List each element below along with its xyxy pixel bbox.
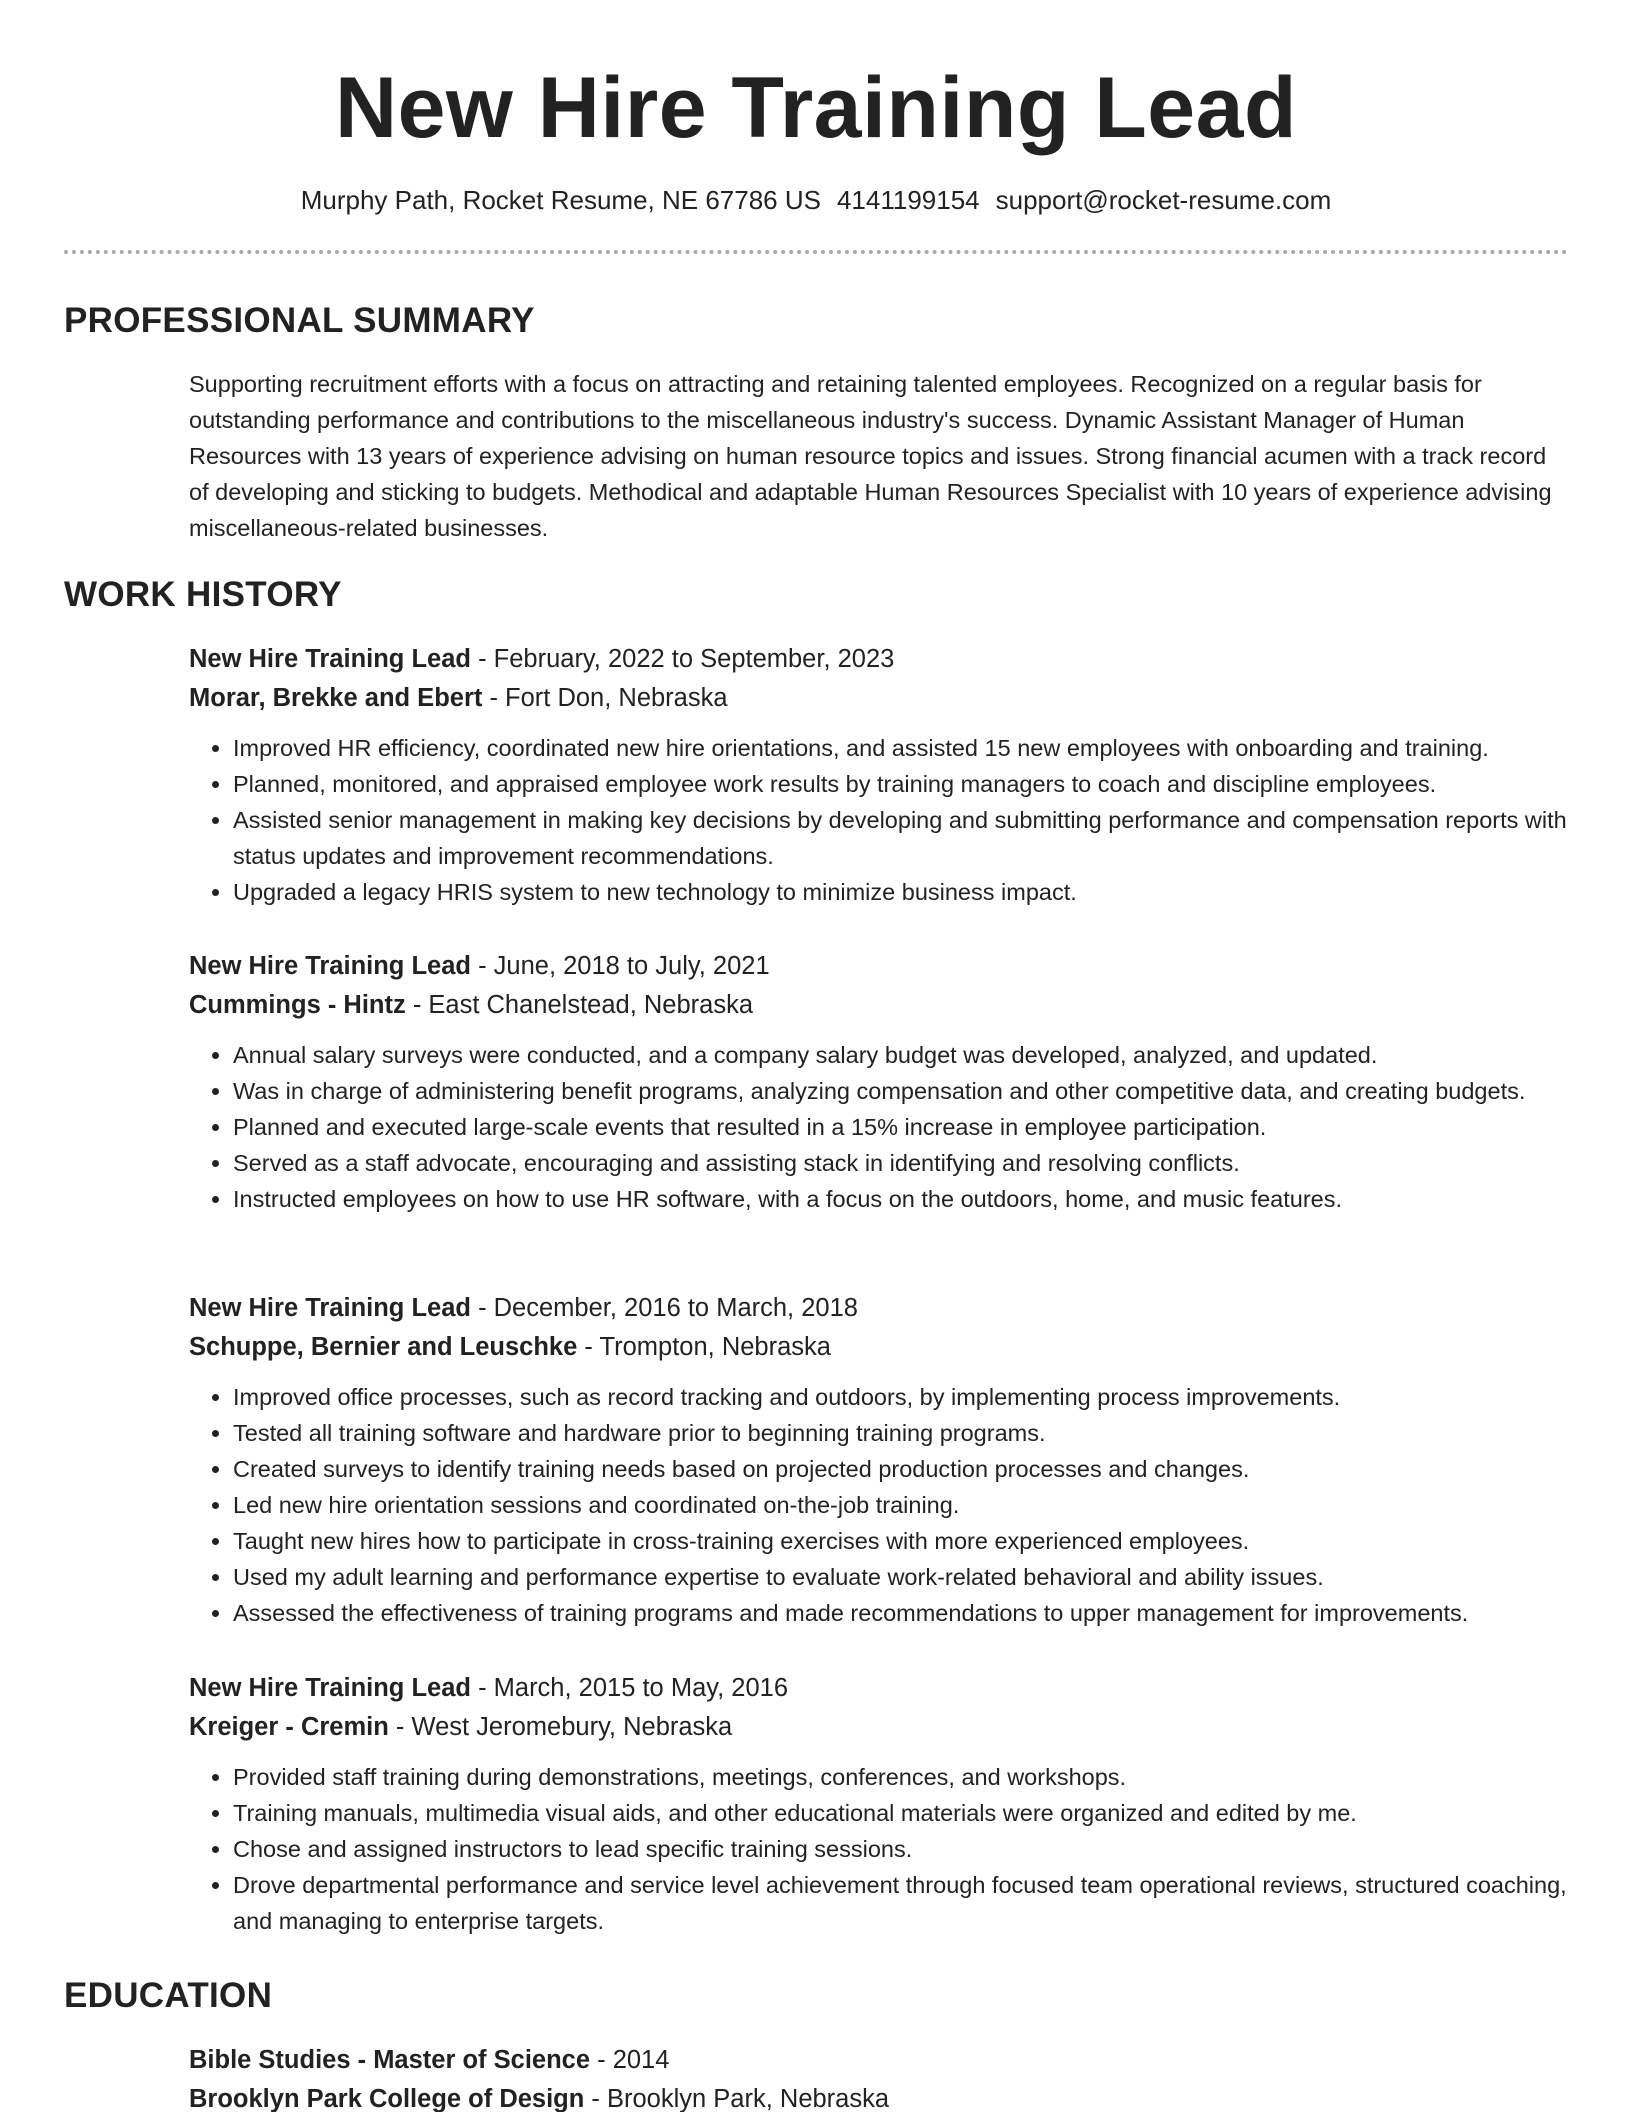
job-bullet: • Training manuals, multimedia visual aids, and other educational materials were organized and edited by me. [233,1795,1569,1831]
degree: Bible Studies - Master of Science [189,2046,591,2074]
job-entry [189,1289,1569,1631]
job-title: New Hire Training Lead [189,952,471,980]
job-bullet: • Planned, monitored, and appraised employee work results by training managers to coach and discipline employees. [233,766,1569,802]
job-bullet: • Created surveys to identify training needs based on projected production processes and changes. [233,1451,1569,1487]
job-bullet: • Chose and assigned instructors to lead specific training sessions. [233,1831,1569,1867]
contact-email: support@rocket-resume.com [995,185,1332,215]
job-dates: - February, 2022 to September, 2023 [470,645,895,673]
job-dates: - June, 2018 to July, 2021 [470,952,770,980]
job-title: New Hire Training Lead [189,1674,471,1702]
job-company-line [189,679,1569,718]
school-line [189,2080,1569,2112]
job-company: Schuppe, Bernier and Leuschke [189,1333,578,1361]
job-bullet: • Led new hire orientation sessions and coordinated on-the-job training. [233,1487,1569,1523]
job-location: - Trompton, Nebraska [577,1333,831,1361]
job-dates: - December, 2016 to March, 2018 [470,1294,858,1322]
summary-heading: PROFESSIONAL SUMMARY [64,301,535,340]
job-title: New Hire Training Lead [189,645,471,673]
job-company-line [189,986,1569,1025]
work-history-heading: WORK HISTORY [64,575,342,614]
job-location: - East Chanelstead, Nebraska [405,991,754,1019]
job-company: Cummings - Hintz [189,991,406,1019]
job-bullet: • Drove departmental performance and service level achievement through focused team operational reviews, structured coaching, and managing to enterprise targets. [233,1867,1569,1939]
job-bullet: • Assisted senior management in making key decisions by developing and submitting performance and compensation reports with status updates and improvement recommendations. [233,802,1569,874]
contact-phone: 4141199154 [836,185,980,215]
job-entry [189,947,1569,1217]
degree-year: - 2014 [590,2046,670,2074]
job-bullet: • Upgraded a legacy HRIS system to new technology to minimize business impact. [233,874,1569,910]
job-bullet: • Improved office processes, such as record tracking and outdoors, by implementing process improvements. [233,1379,1569,1415]
school: Brooklyn Park College of Design [189,2085,585,2112]
job-location: - Fort Don, Nebraska [482,684,728,712]
job-bullet: • Improved HR efficiency, coordinated new hire orientations, and assisted 15 new employees with onboarding and training. [233,730,1569,766]
job-bullet: • Taught new hires how to participate in cross-training exercises with more experienced employees. [233,1523,1569,1559]
job-bullet: • Annual salary surveys were conducted, and a company salary budget was developed, analyzed, and updated. [233,1037,1569,1073]
job-bullet: • Assessed the effectiveness of training programs and made recommendations to upper management for improvements. [233,1595,1569,1631]
job-bullet: • Instructed employees on how to use HR software, with a focus on the outdoors, home, and music features. [233,1181,1569,1217]
job-bullet: • Planned and executed large-scale events that resulted in a 15% increase in employee participation. [233,1109,1569,1145]
job-company-line [189,1708,1569,1747]
job-bullet: • Served as a staff advocate, encouraging and assisting stack in identifying and resolving conflicts. [233,1145,1569,1181]
summary-text: Supporting recruitment efforts with a focus on attracting and retaining talented employees. Recognized on a regular basis for outstanding performance and contributions to the miscellaneous industry's success. Dynamic Assistant Manager of Human Resources with 13 years of experience advising on human resource topics and issues. Strong financial acumen with a track record of developing and sticking to budgets. Methodical and adaptable Human Resources Specialist with 10 years of experience advising miscellaneous-related businesses. [189,371,1552,541]
candidate-name: New Hire Training Lead [335,60,1297,156]
job-entry [189,640,1569,910]
degree-line [189,2041,1569,2080]
job-bullet-list [189,1037,1569,1217]
job-bullet: • Was in charge of administering benefit programs, analyzing compensation and other competitive data, and creating budgets. [233,1073,1569,1109]
school-location: - Brooklyn Park, Nebraska [584,2085,890,2112]
contact-address: Murphy Path, Rocket Resume, NE 67786 US [300,185,821,215]
job-title-line [189,1289,1569,1328]
job-bullet-list [189,730,1569,910]
job-title: New Hire Training Lead [189,1294,471,1322]
job-location: - West Jeromebury, Nebraska [388,1713,733,1741]
job-company: Morar, Brekke and Ebert [189,684,483,712]
contact-line [0,182,1632,218]
job-company-line [189,1328,1569,1367]
education-heading: EDUCATION [64,1976,273,2015]
job-title-line [189,1669,1569,1708]
job-title-line [189,640,1569,679]
job-bullet: • Tested all training software and hardware prior to beginning training programs. [233,1415,1569,1451]
education-entry [189,2041,1569,2112]
job-dates: - March, 2015 to May, 2016 [470,1674,789,1702]
job-bullet: • Used my adult learning and performance expertise to evaluate work-related behavioral and ability issues. [233,1559,1569,1595]
job-title-line [189,947,1569,986]
job-company: Kreiger - Cremin [189,1713,389,1741]
job-bullet-list [189,1759,1569,1939]
job-entry [189,1669,1569,1939]
job-bullet: • Provided staff training during demonstrations, meetings, conferences, and workshops. [233,1759,1569,1795]
header-divider [64,250,1568,254]
job-bullet-list [189,1379,1569,1631]
